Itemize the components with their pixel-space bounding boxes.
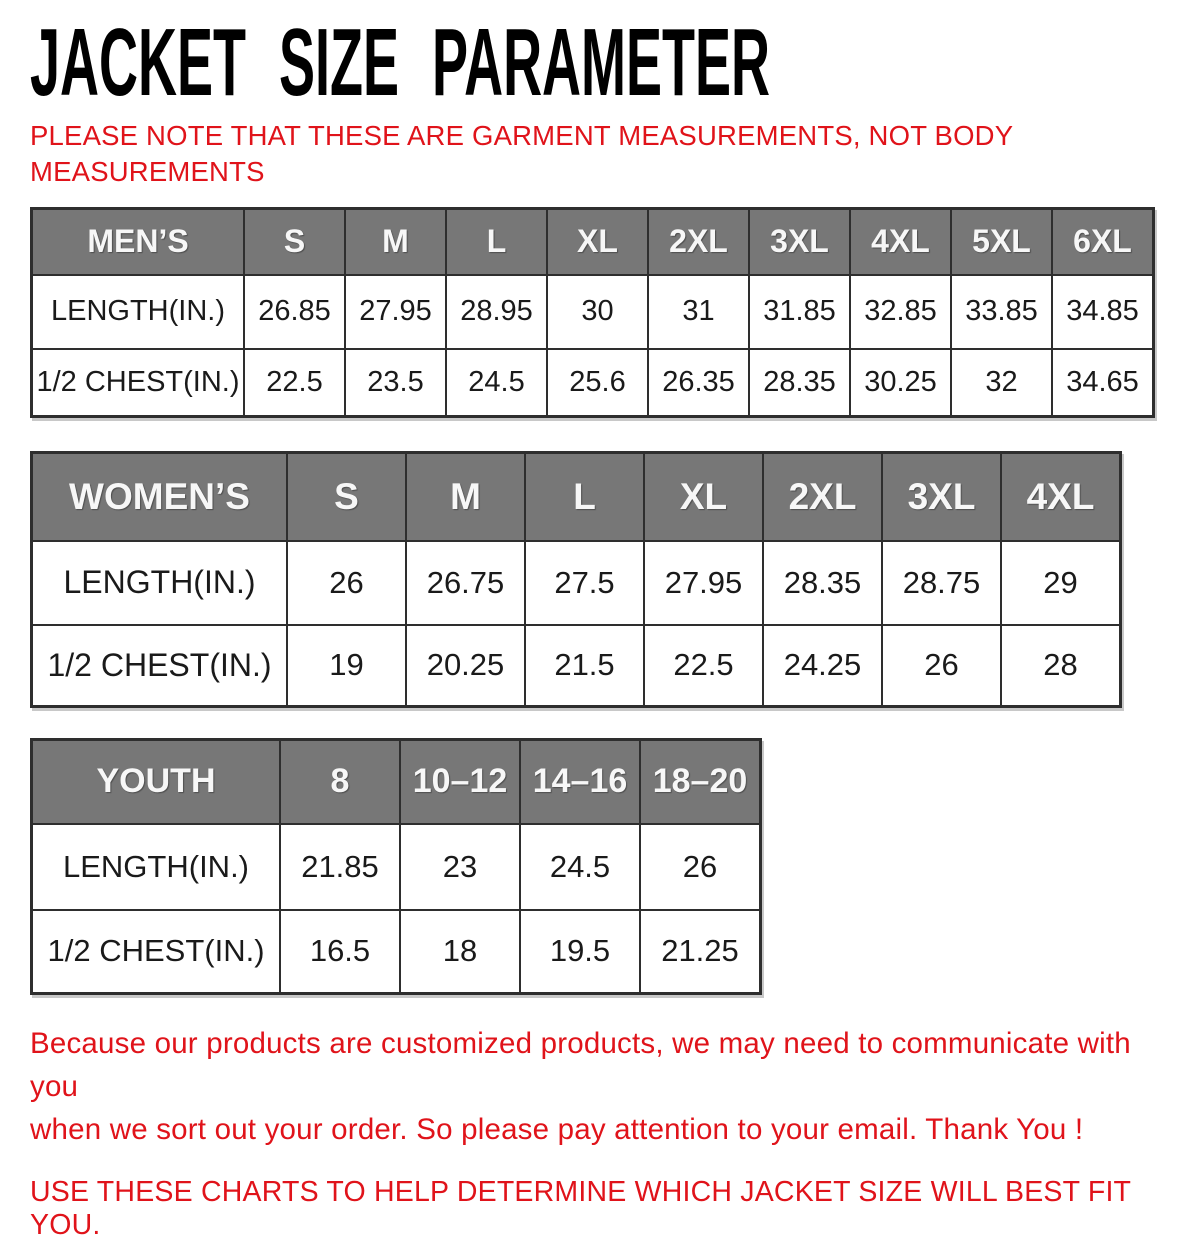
size-header-cell: 14–16 — [520, 740, 640, 824]
size-value-cell: 24.25 — [763, 625, 882, 707]
table-title-cell-womens: WOMEN’S — [32, 453, 288, 541]
size-header-cell: 4XL — [850, 209, 951, 275]
customization-notice-line-2: when we sort out your order. So please pay attention to your email. Thank You ! — [30, 1113, 1084, 1146]
size-value-cell: 22.5 — [244, 349, 345, 417]
size-header-cell: 5XL — [951, 209, 1052, 275]
row-label-cell: LENGTH(IN.) — [32, 275, 245, 349]
row-label-cell: 1/2 CHEST(IN.) — [32, 349, 245, 417]
size-header-cell: 6XL — [1052, 209, 1154, 275]
size-header-cell: L — [525, 453, 644, 541]
size-value-cell: 31 — [648, 275, 749, 349]
size-value-cell: 30.25 — [850, 349, 951, 417]
table-title-cell-mens: MEN’S — [32, 209, 245, 275]
size-value-cell: 23.5 — [345, 349, 446, 417]
size-value-cell: 34.85 — [1052, 275, 1154, 349]
size-value-cell: 27.5 — [525, 541, 644, 625]
size-value-cell: 30 — [547, 275, 648, 349]
size-header-cell: 3XL — [882, 453, 1001, 541]
size-value-cell: 23 — [400, 824, 520, 910]
size-value-cell: 24.5 — [520, 824, 640, 910]
size-value-cell: 22.5 — [644, 625, 763, 707]
customization-notice — [30, 1022, 1172, 1151]
measurement-row — [32, 349, 1154, 417]
size-header-cell: XL — [644, 453, 763, 541]
size-value-cell: 19.5 — [520, 910, 640, 994]
size-header-cell: 2XL — [763, 453, 882, 541]
fit-advice-line: USE THESE CHARTS TO HELP DETERMINE WHICH JACKET SIZE WILL BEST FIT YOU. — [30, 1176, 1131, 1241]
customization-notice-line-1: Because our products are customized products, we may need to communicate with you — [30, 1027, 1131, 1103]
size-header-cell: S — [244, 209, 345, 275]
garment-note-line-2: MEASUREMENTS — [30, 156, 265, 187]
size-value-cell: 28.95 — [446, 275, 547, 349]
size-value-cell: 26.75 — [406, 541, 525, 625]
row-label-cell: LENGTH(IN.) — [32, 541, 288, 625]
size-value-cell: 24.5 — [446, 349, 547, 417]
size-value-cell: 27.95 — [345, 275, 446, 349]
size-value-cell: 33.85 — [951, 275, 1052, 349]
size-header-cell: XL — [547, 209, 648, 275]
size-value-cell: 21.5 — [525, 625, 644, 707]
size-value-cell: 25.6 — [547, 349, 648, 417]
measurement-row — [32, 625, 1121, 707]
size-value-cell: 26 — [882, 625, 1001, 707]
size-value-cell: 34.65 — [1052, 349, 1154, 417]
size-value-cell: 28.35 — [749, 349, 850, 417]
size-header-cell: M — [345, 209, 446, 275]
size-header-cell: 3XL — [749, 209, 850, 275]
size-value-cell: 28.75 — [882, 541, 1001, 625]
size-header-cell: 10–12 — [400, 740, 520, 824]
row-label-cell: 1/2 CHEST(IN.) — [32, 625, 288, 707]
page-title-wrap — [30, 10, 1172, 117]
size-header-cell: 8 — [280, 740, 400, 824]
size-value-cell: 27.95 — [644, 541, 763, 625]
garment-measurements-note — [30, 118, 1172, 190]
size-value-cell: 20.25 — [406, 625, 525, 707]
size-value-cell: 26.35 — [648, 349, 749, 417]
size-value-cell: 26 — [640, 824, 761, 910]
table-title-cell-youth: YOUTH — [32, 740, 281, 824]
size-value-cell: 32 — [951, 349, 1052, 417]
size-header-cell: M — [406, 453, 525, 541]
measurement-row — [32, 910, 761, 994]
measurement-row — [32, 824, 761, 910]
size-value-cell: 21.85 — [280, 824, 400, 910]
size-table-mens — [30, 207, 1155, 418]
size-value-cell: 18 — [400, 910, 520, 994]
size-table-youth — [30, 738, 762, 995]
size-value-cell: 19 — [287, 625, 406, 707]
size-value-cell: 28.35 — [763, 541, 882, 625]
size-header-cell: 4XL — [1001, 453, 1121, 541]
size-header-cell: S — [287, 453, 406, 541]
size-value-cell: 26.85 — [244, 275, 345, 349]
measurement-row — [32, 541, 1121, 625]
measurement-row — [32, 275, 1154, 349]
size-value-cell: 16.5 — [280, 910, 400, 994]
size-header-cell: 18–20 — [640, 740, 761, 824]
size-value-cell: 28 — [1001, 625, 1121, 707]
row-label-cell: 1/2 CHEST(IN.) — [32, 910, 281, 994]
size-value-cell: 21.25 — [640, 910, 761, 994]
size-header-cell: 2XL — [648, 209, 749, 275]
row-label-cell: LENGTH(IN.) — [32, 824, 281, 910]
size-table-womens — [30, 451, 1122, 708]
size-value-cell: 32.85 — [850, 275, 951, 349]
size-header-cell: L — [446, 209, 547, 275]
garment-note-line-1: PLEASE NOTE THAT THESE ARE GARMENT MEASUREMENTS, NOT BODY — [30, 120, 1014, 151]
size-value-cell: 29 — [1001, 541, 1121, 625]
page-title: JACKET SIZE PARAMETER — [30, 10, 771, 117]
size-value-cell: 31.85 — [749, 275, 850, 349]
size-value-cell: 26 — [287, 541, 406, 625]
